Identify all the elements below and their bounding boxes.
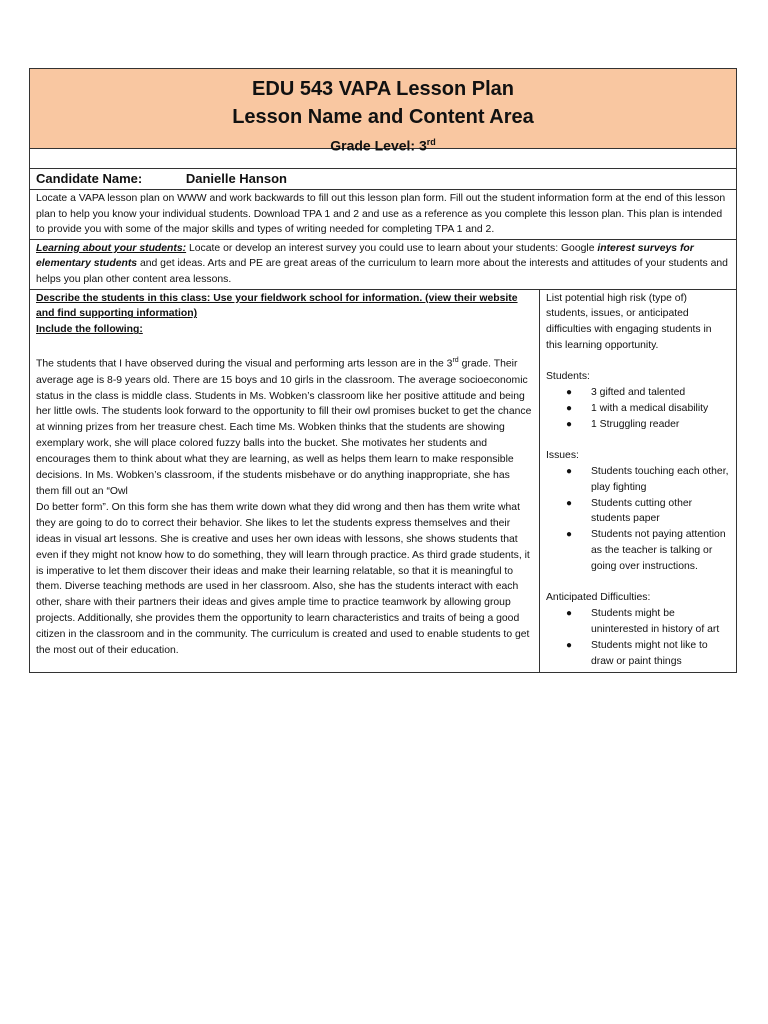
students-list (546, 385, 730, 433)
p1-pre: The students that I have observed during the visual and performing arts lesson are in the 3 (36, 358, 453, 370)
describe-paragraph-2: Do better form”. On this form she has them write down what they did wrong and then has them write what they are going to do to correct their behavior. She likes to let the students express themselves and their ideas in visual art lessons. She is creative and uses her own ideas with lessons, she shows students that even if they might not know how to do something, they will learn through practice. As third grade students, it is imperative to let them discover their ideas and make their learning relatable, so that it is meaningful to them. Diverse teaching methods are used in her classroom. Also, she has the students interact with each other, share with their partners their ideas and gives ample time to practice teamwork by allowing group projects. Additionally, she provides them the opportunity to learn characteristics and traits of being a good citizen in the classroom and in the community. The curriculum is created and used to enable students to get the most out of their education. (36, 501, 530, 657)
list-item: ● Students touching each other, play fighting (566, 465, 729, 493)
list-item: ● 3 gifted and talented (566, 387, 686, 399)
lesson-plan-document (29, 68, 737, 673)
describe-paragraph-1 (36, 353, 533, 500)
issues-list (546, 464, 730, 575)
candidate-row (30, 169, 736, 190)
students-label: Students: (546, 371, 590, 383)
instructions-text: Locate a VAPA lesson plan on WWW and work backwards to fill out this lesson plan form. Fill out the student information form at the end of this lesson plan to help you know your individual students. Download TPA 1 and 2 and use as a reference as you complete this lesson plan. This plan is intended to provide you with some of the major skills and types of writing needed for completing TPA 1 and 2. (30, 190, 736, 240)
risk-column (540, 290, 736, 672)
difficulties-label: Anticipated Difficulties: (546, 592, 651, 604)
list-item: ● 1 Struggling reader (566, 418, 680, 430)
document-title: EDU 543 VAPA Lesson Plan (252, 78, 514, 100)
document-subtitle: Lesson Name and Content Area (232, 106, 534, 128)
candidate-label: Candidate Name: (36, 171, 143, 186)
p1-sup: rd (452, 357, 459, 365)
list-item: ● Students might be uninterested in history of art (566, 607, 720, 635)
learning-text-2: and get ideas. Arts and PE are great areas of the curriculum to learn more about the interests and attitudes of your students and helps you plan other content area lessons. (36, 258, 728, 285)
learning-heading: Learning about your students: (36, 242, 187, 254)
candidate-name: Danielle Hanson (185, 171, 287, 186)
header-banner (30, 69, 736, 154)
difficulties-list (546, 606, 730, 670)
grade-level-sup: rd (426, 137, 436, 147)
describe-students-column (30, 290, 540, 672)
list-item: ● Students might not like to draw or paint things (566, 639, 708, 667)
p1-post: grade. Their average age is 8-9 years old. There are 15 boys and 10 girls in the classroom. The average socioeconomic status in the class is middle class. Students in Ms. Wobken’s classroom like her positive attitude and being her little owls. The students look forward to the opportunity to fill their owl promises bucket to get the chance at winning prizes from her treasure chest. Each time Ms. Wobken thinks that the students are showing exemplary work, she will place colored fuzzy balls into the bucket. She motivates her students and encourages them to think about what they are learning, as well as helps them learn to make responsible decisions. In Ms. Wobken’s classroom, if the students misbehave or do anything inappropriate, she has them fill out an “Owl (36, 358, 532, 497)
learning-text-1: Locate or develop an interest survey you could use to learn about your students: Google (186, 242, 598, 254)
list-item: ● Students not paying attention as the teacher is talking or going over instructions. (566, 529, 726, 573)
grade-level-label: Grade Level: 3 (330, 137, 427, 154)
learning-emphasis: interest surveys for elementary students (36, 242, 694, 270)
learning-about-students (30, 240, 736, 290)
describe-heading: Describe the students in this class: Use your fieldwork school for information. (view their website and find supporting information) (36, 292, 518, 320)
list-item: ● 1 with a medical disability (566, 403, 709, 414)
two-column-section (30, 290, 736, 672)
list-item: ● Students cutting other students paper (566, 497, 693, 525)
issues-label: Issues: (546, 449, 579, 461)
risk-intro: List potential high risk (type of) students, issues, or anticipated difficulties with engaging students in this learning opportunity. (546, 292, 712, 352)
include-heading: Include the following: (36, 324, 143, 336)
